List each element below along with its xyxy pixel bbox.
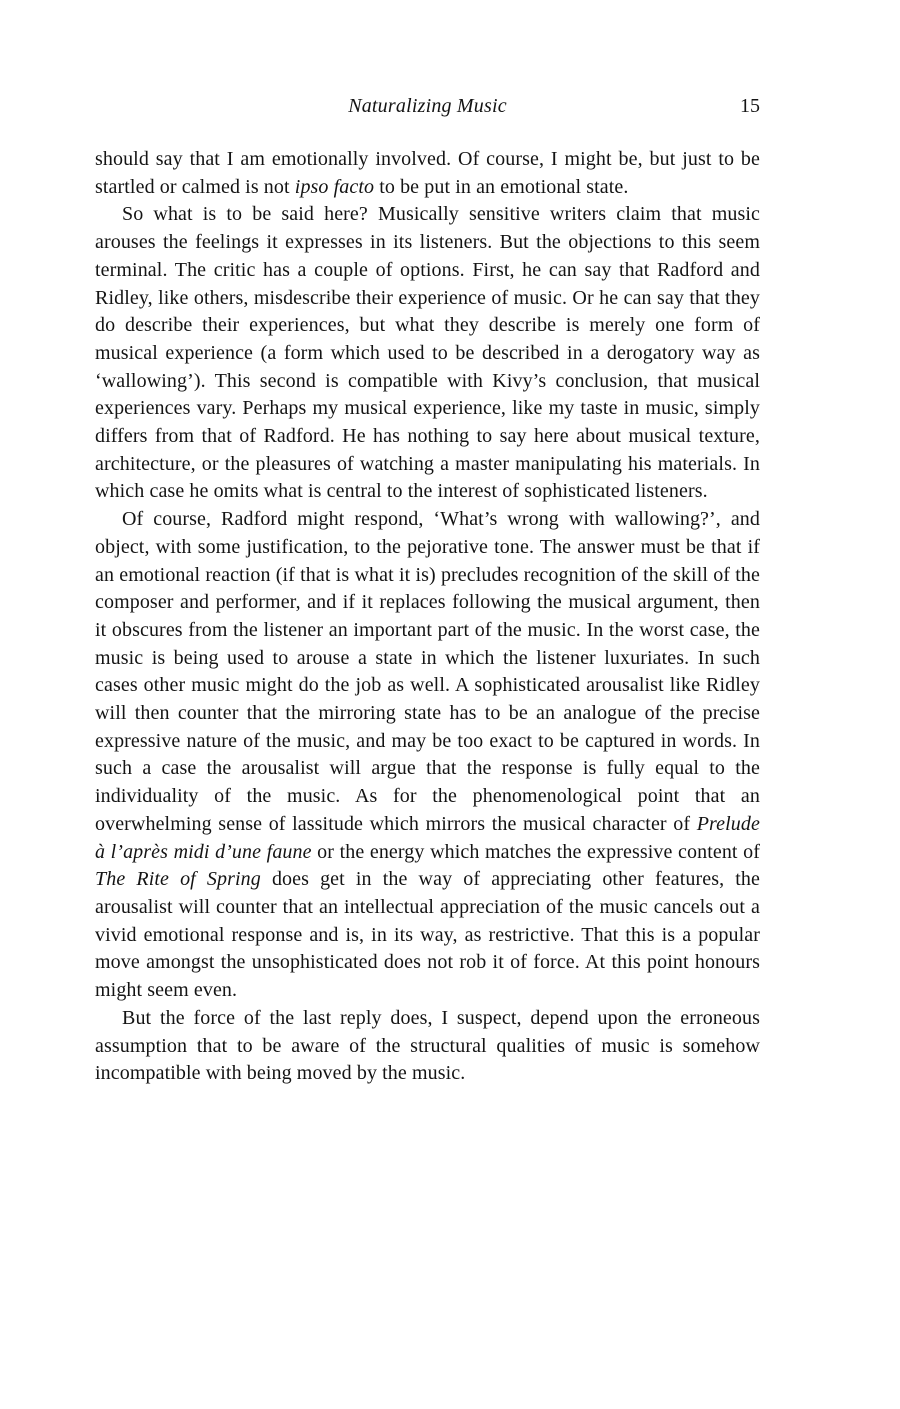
running-head-title: Naturalizing Music [348, 95, 507, 117]
running-head [95, 94, 760, 118]
text-run: should say that I am emotionally involved. Of course, I might be, but just to be startled or calmed is not [95, 148, 760, 198]
italic-text: ipso facto [294, 175, 375, 198]
text-run: does get in the way of appreciating other features, the arousalist will counter that an intellectual appreciation of the music cancels out a vivid emotional response and is, in its way, as restrictive. That this is a popular move amongst the unsophisticated does not rob it of force. At this point honours might seem even. [95, 868, 760, 1002]
italic-text: The Rite of Spring [95, 868, 261, 891]
text-run: to be put in an emotional state. [374, 175, 629, 198]
page-number: 15 [740, 95, 760, 117]
text-run: Of course, Radford might respond, ‘What’s wrong with wallowing?’, and object, with some justification, to the pejorative tone. The answer must be that if an emotional reaction (if that is what it is) precludes recognition of the skill of the composer and performer, and if it replaces following the musical argument, then it obscures from the listener an important part of the music. In the worst case, the music is being used to arouse a state in which the listener luxuriates. In such cases other music might do the job as well. A sophisticated arousalist like Ridley will then counter that the mirroring state has to be an analogue of the precise expressive nature of the music, and may be too exact to be captured in words. In such a case the arousalist will argue that the response is fully equal to the individuality of the music. As for the phenomenological point that an overwhelming sense of lassitude which mirrors the musical character of [95, 508, 760, 835]
text-run: So what is to be said here? Musically sensitive writers claim that music arouses the feelings it expresses in its listeners. But the objections to this seem terminal. The critic has a couple of options. First, he can say that Radford and Ridley, like others, misdescribe their experience of music. Or he can say that they do describe their experiences, but what they describe is merely one form of musical experience (a form which used to be described in a derogatory way as ‘wallowing’). This second is compatible with Kivy’s conclusion, that musical experiences vary. Perhaps my musical experience, like my taste in music, simply differs from that of Radford. He has nothing to say here about musical texture, architecture, or the pleasures of watching a master manipulating his materials. In which case he omits what is central to the interest of sophisticated listeners. [95, 203, 760, 503]
paragraph [95, 201, 760, 506]
paragraph [95, 1005, 760, 1088]
body-text [95, 146, 760, 1088]
text-run: or the energy which matches the expressive content of [311, 840, 761, 863]
italic-text: Prelude à l’après midi d’une faune [95, 812, 760, 863]
text-run: But the force of the last reply does, I suspect, depend upon the erroneous assumption that to be aware of the structural qualities of music is somehow incompatible with being moved by the music. [95, 1006, 760, 1085]
paragraph [95, 146, 760, 201]
paragraph [95, 506, 760, 1005]
